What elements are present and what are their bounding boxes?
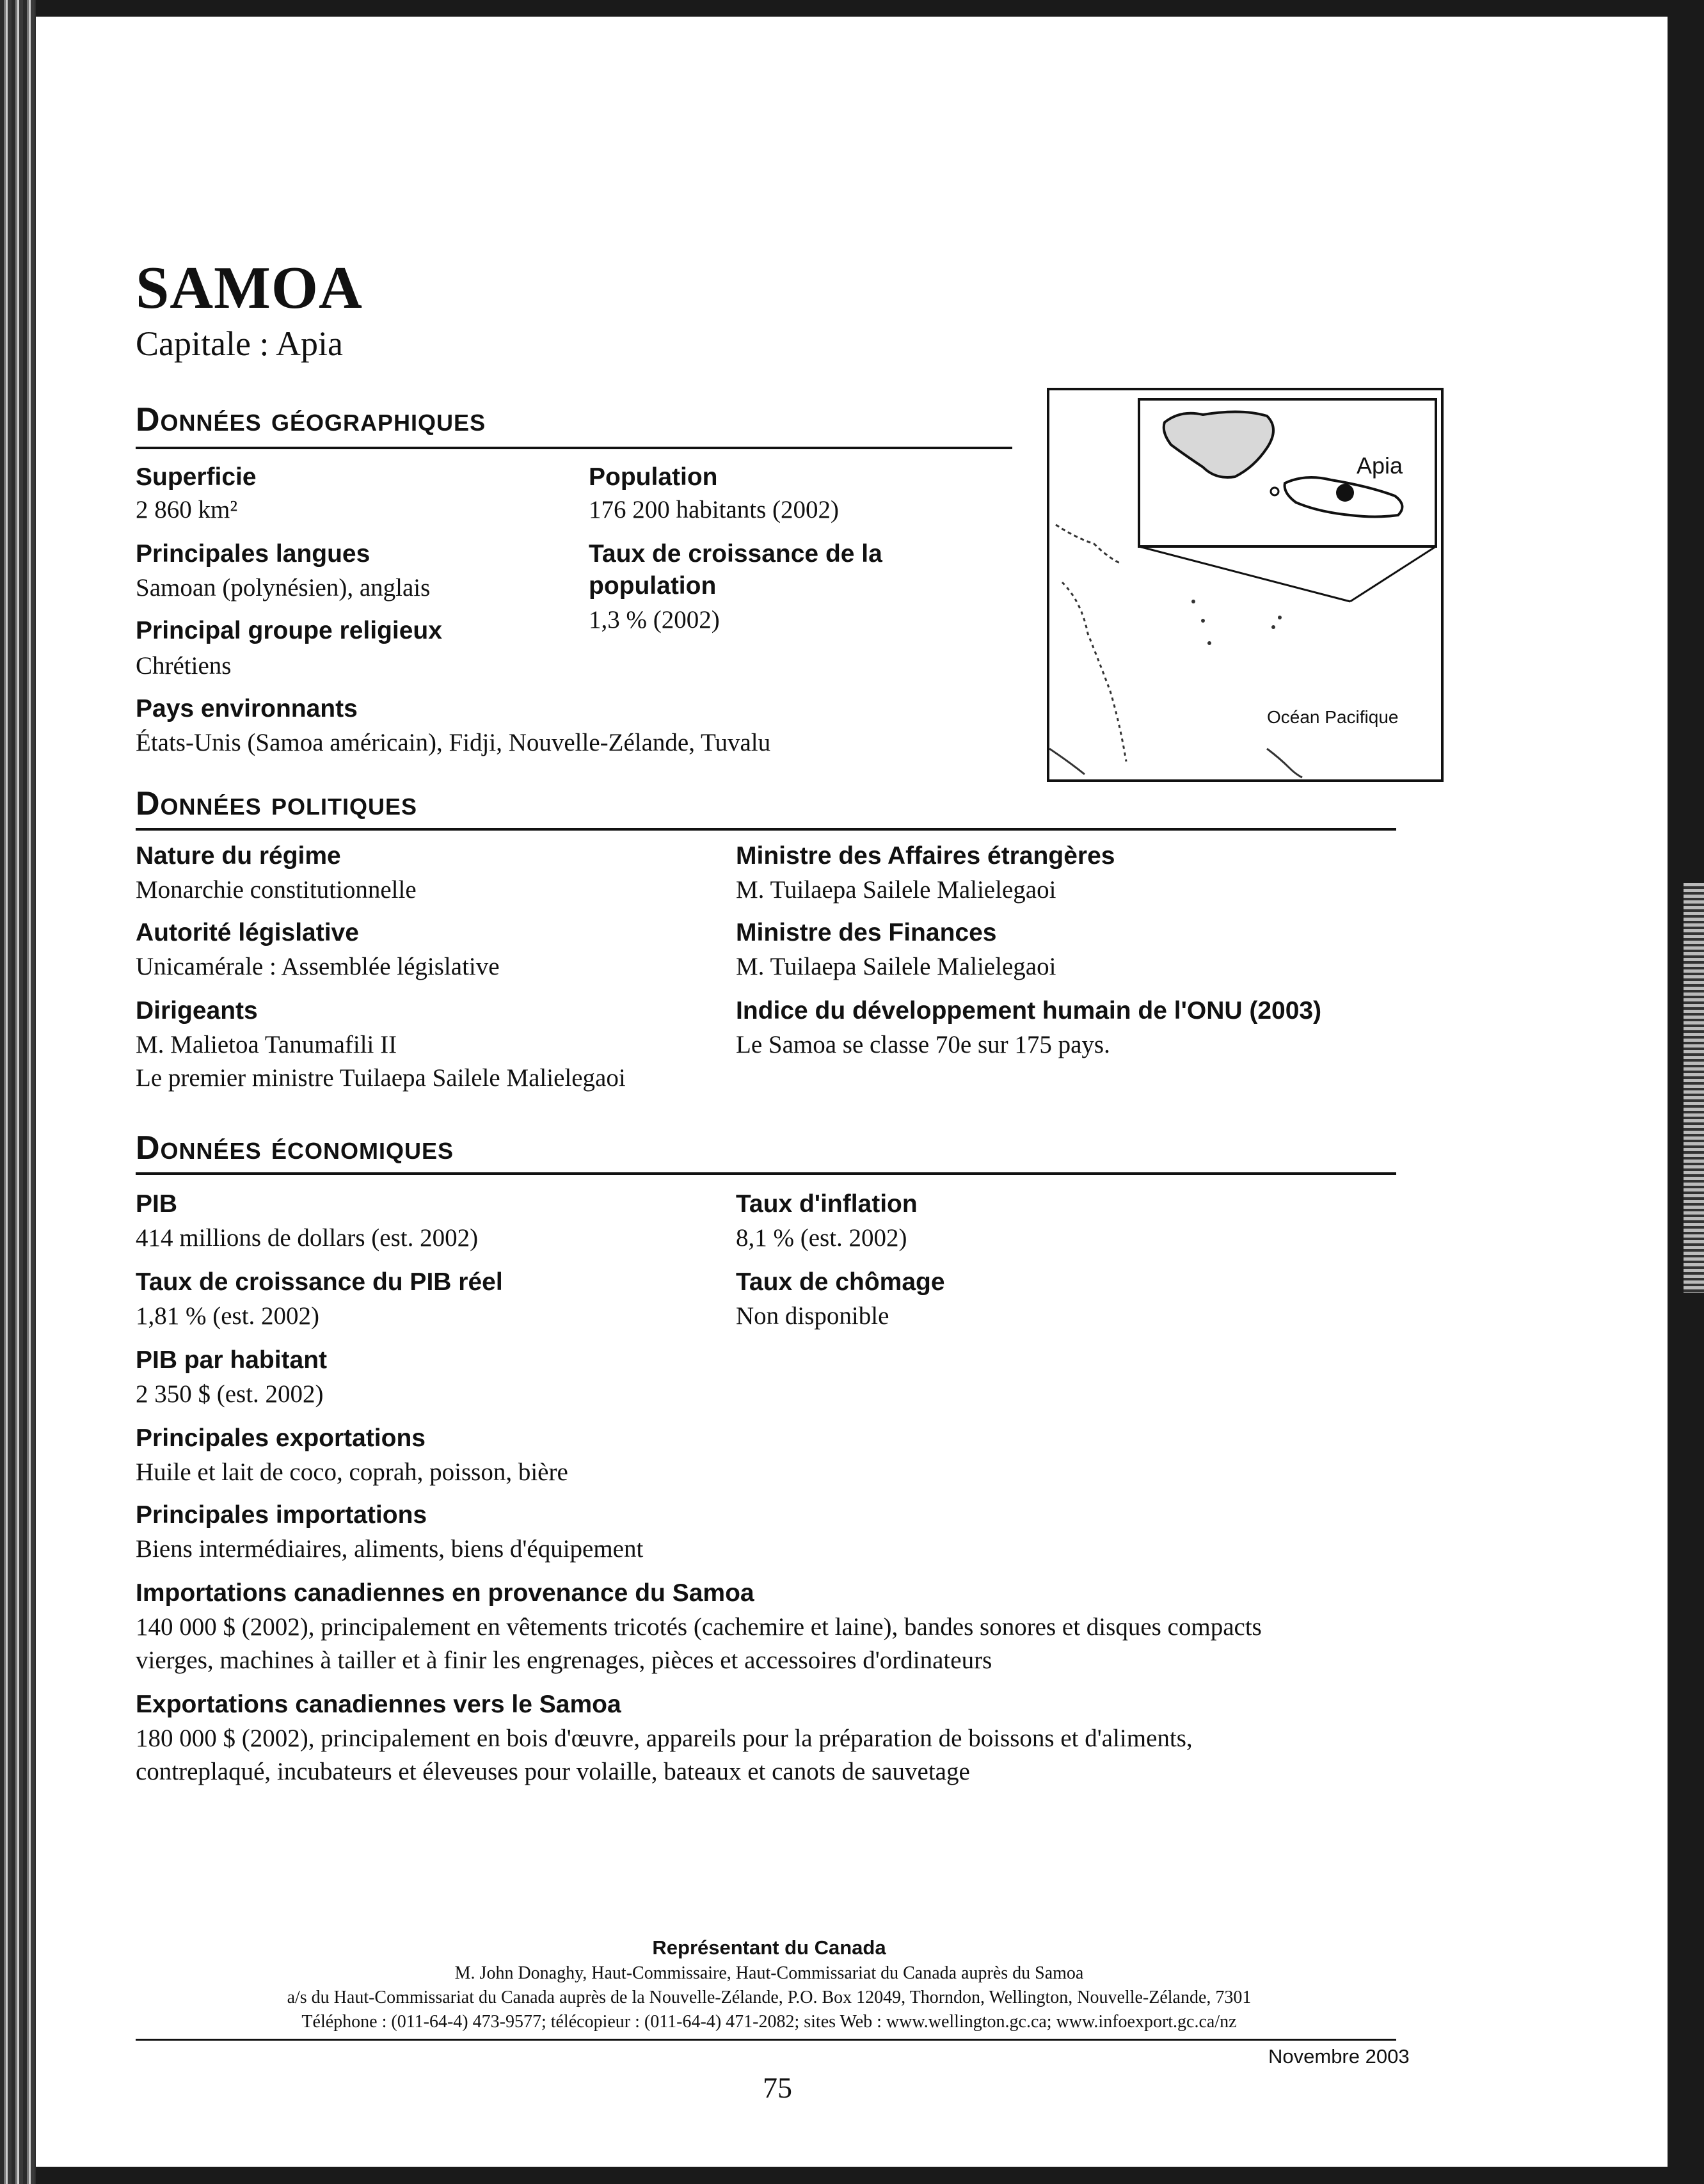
regime-value: Monarchie constitutionnelle bbox=[136, 876, 417, 904]
callout-line-2 bbox=[1350, 546, 1436, 602]
finances-value: M. Tuilaepa Sailele Malielegaoi bbox=[736, 953, 1056, 980]
population-label: Population bbox=[589, 463, 718, 491]
pib-hab-label: PIB par habitant bbox=[136, 1346, 328, 1374]
exp-can-value-1: 180 000 $ (2002), principalement en bois d'œuvre, appareils pour la préparation de boissons et d'aliments, bbox=[136, 1725, 1193, 1752]
idh-value: Le Samoa se classe 70e sur 175 pays. bbox=[736, 1031, 1110, 1058]
section-geo-rule bbox=[136, 447, 1012, 449]
small-island bbox=[1271, 488, 1278, 495]
exp-can-label: Exportations canadiennes vers le Samoa bbox=[136, 1691, 621, 1718]
section-pol-heading: Données politiques bbox=[136, 785, 418, 822]
document-page bbox=[36, 17, 1668, 2167]
footer-line-2: a/s du Haut-Commissariat du Canada auprès de la Nouvelle-Zélande, P.O. Box 12049, Thorndon, Wellington, Nouvelle-Zélande, 7301 bbox=[287, 1988, 1252, 2007]
exp-can-value-2: contreplaqué, incubateurs et éleveuses pour volaille, bateaux et canots de sauvetage bbox=[136, 1758, 970, 1785]
legislative-label: Autorité législative bbox=[136, 919, 359, 946]
footer-heading: Représentant du Canada bbox=[652, 1936, 886, 1959]
superficie-value: 2 860 km² bbox=[136, 496, 238, 523]
section-pol-rule bbox=[136, 828, 1396, 831]
langues-label: Principales langues bbox=[136, 540, 370, 568]
croissance-label-2: population bbox=[589, 572, 717, 600]
superficie-label: Superficie bbox=[136, 463, 257, 491]
croissance-value: 1,3 % (2002) bbox=[589, 606, 720, 634]
coast-3 bbox=[1049, 749, 1085, 774]
country-title: SAMOA bbox=[136, 255, 363, 321]
pib-value: 414 millions de dollars (est. 2002) bbox=[136, 1224, 479, 1252]
importations-value: Biens intermédiaires, aliments, biens d'équipement bbox=[136, 1535, 644, 1563]
finances-label: Ministre des Finances bbox=[736, 919, 997, 946]
section-eco-heading: Données économiques bbox=[136, 1129, 454, 1167]
croissance-label-1: Taux de croissance de la bbox=[589, 540, 882, 568]
imp-can-value-2: vierges, machines à tailler et à finir les engrenages, pièces et accessoires d'ordinateurs bbox=[136, 1646, 992, 1674]
apia-label: Apia bbox=[1357, 452, 1403, 479]
langues-value: Samoan (polynésien), anglais bbox=[136, 574, 431, 602]
islet bbox=[1207, 641, 1211, 645]
chomage-value: Non disponible bbox=[736, 1302, 889, 1330]
religion-label: Principal groupe religieux bbox=[136, 617, 442, 644]
pib-label: PIB bbox=[136, 1190, 178, 1218]
islet bbox=[1191, 600, 1195, 603]
footer-line-1: M. John Donaghy, Haut-Commissaire, Haut-Commissariat du Canada auprès du Samoa bbox=[454, 1963, 1084, 1983]
dirigeants-label: Dirigeants bbox=[136, 997, 258, 1024]
inflation-value: 8,1 % (est. 2002) bbox=[736, 1224, 907, 1252]
population-value: 176 200 habitants (2002) bbox=[589, 496, 840, 523]
capital-line: Capitale : Apia bbox=[136, 324, 343, 363]
regime-label: Nature du régime bbox=[136, 842, 341, 870]
croissance-pib-value: 1,81 % (est. 2002) bbox=[136, 1302, 320, 1330]
footer-line-3: Téléphone : (011-64-4) 473-9577; télécopieur : (011-64-4) 471-2082; sites Web : www.wellington.gc.ca; www.infoexport.gc.ca/nz bbox=[301, 2012, 1237, 2032]
dirigeants-value-1: M. Malietoa Tanumafili II bbox=[136, 1031, 397, 1058]
savaii-island bbox=[1164, 411, 1273, 477]
imp-can-value-1: 140 000 $ (2002), principalement en vêtements tricotés (cachemire et laine), bandes sonores et disques compacts bbox=[136, 1613, 1262, 1641]
nz-coast bbox=[1267, 749, 1302, 777]
pays-value: États-Unis (Samoa américain), Fidji, Nouvelle-Zélande, Tuvalu bbox=[136, 729, 771, 756]
imp-can-label: Importations canadiennes en provenance du Samoa bbox=[136, 1579, 754, 1607]
legislative-value: Unicamérale : Assemblée législative bbox=[136, 953, 500, 980]
islet bbox=[1278, 616, 1282, 619]
pays-label: Pays environnants bbox=[136, 695, 358, 722]
idh-label: Indice du développement humain de l'ONU (2003) bbox=[736, 997, 1322, 1024]
chomage-label: Taux de chômage bbox=[736, 1268, 945, 1296]
location-map bbox=[1047, 388, 1444, 782]
ocean-label: Océan Pacifique bbox=[1267, 707, 1399, 727]
coast-2 bbox=[1062, 582, 1126, 761]
map-graphic bbox=[1049, 390, 1441, 779]
pib-hab-value: 2 350 $ (est. 2002) bbox=[136, 1380, 324, 1408]
affaires-value: M. Tuilaepa Sailele Malielegaoi bbox=[736, 876, 1056, 904]
footer-rule bbox=[136, 2039, 1396, 2041]
inflation-label: Taux d'inflation bbox=[736, 1190, 918, 1218]
islet bbox=[1201, 619, 1205, 623]
dirigeants-value-2: Le premier ministre Tuilaepa Sailele Malielegaoi bbox=[136, 1064, 626, 1092]
importations-label: Principales importations bbox=[136, 1501, 427, 1529]
book-binding bbox=[0, 0, 36, 2184]
callout-line-1 bbox=[1139, 546, 1350, 602]
islet bbox=[1271, 625, 1275, 629]
coast-1 bbox=[1056, 525, 1120, 563]
croissance-pib-label: Taux de croissance du PIB réel bbox=[136, 1268, 503, 1296]
section-eco-rule bbox=[136, 1172, 1396, 1175]
religion-value: Chrétiens bbox=[136, 652, 232, 680]
page-edge bbox=[1684, 883, 1704, 1293]
apia-marker bbox=[1336, 484, 1354, 502]
exportations-label: Principales exportations bbox=[136, 1424, 426, 1452]
footer-date: Novembre 2003 bbox=[1268, 2045, 1410, 2068]
section-geo-heading: Données géographiques bbox=[136, 401, 486, 438]
exportations-value: Huile et lait de coco, coprah, poisson, bière bbox=[136, 1458, 568, 1486]
page-number: 75 bbox=[763, 2071, 792, 2104]
affaires-label: Ministre des Affaires étrangères bbox=[736, 842, 1115, 870]
